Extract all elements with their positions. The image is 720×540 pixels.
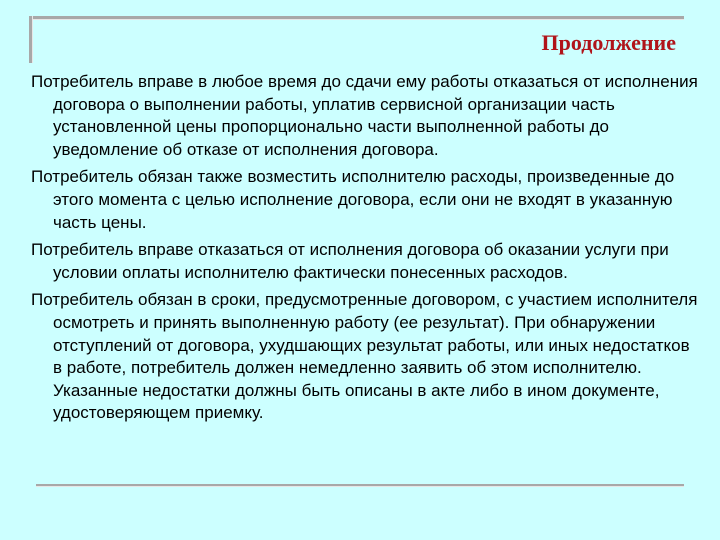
paragraph-refusal-of-service: Потребитель вправе отказаться от исполнения договора об оказании услуги при условии оплаты исполнителю фактически понесенных расходов. bbox=[31, 240, 669, 282]
top-divider-line bbox=[30, 16, 684, 20]
paragraph-reimburse-expenses: Потребитель обязан также возместить исполнителю расходы, произведенные до этого момента с целью исполнение договора, если они не входят в указанную часть цены. bbox=[31, 167, 675, 232]
left-divider-line bbox=[29, 16, 33, 63]
slide-title: Продолжение bbox=[541, 30, 676, 55]
paragraph-inspection-and-acceptance: Потребитель обязан в сроки, предусмотренные договором, с участием исполнителя осмотреть и принять выполненную работу (ее результат). При обнаружении отступлений от договора, ухудшающих результат работы, или иных недостатков в работе, потребитель должен немедленно заявить об этом исполнителю. Указанные недостатки должны быть описаны в акте либо в ином документе, удостоверяющем приемку. bbox=[31, 290, 698, 423]
paragraph-refusal-before-delivery: Потребитель вправе в любое время до сдачи ему работы отказаться от исполнения договора о выполнении работы, уплатив сервисной организации часть установленной цены пропорционально части выполненной работы до уведомление об отказе от исполнения договора. bbox=[31, 72, 698, 159]
bottom-divider-line bbox=[36, 484, 684, 487]
slide-body bbox=[31, 71, 699, 430]
